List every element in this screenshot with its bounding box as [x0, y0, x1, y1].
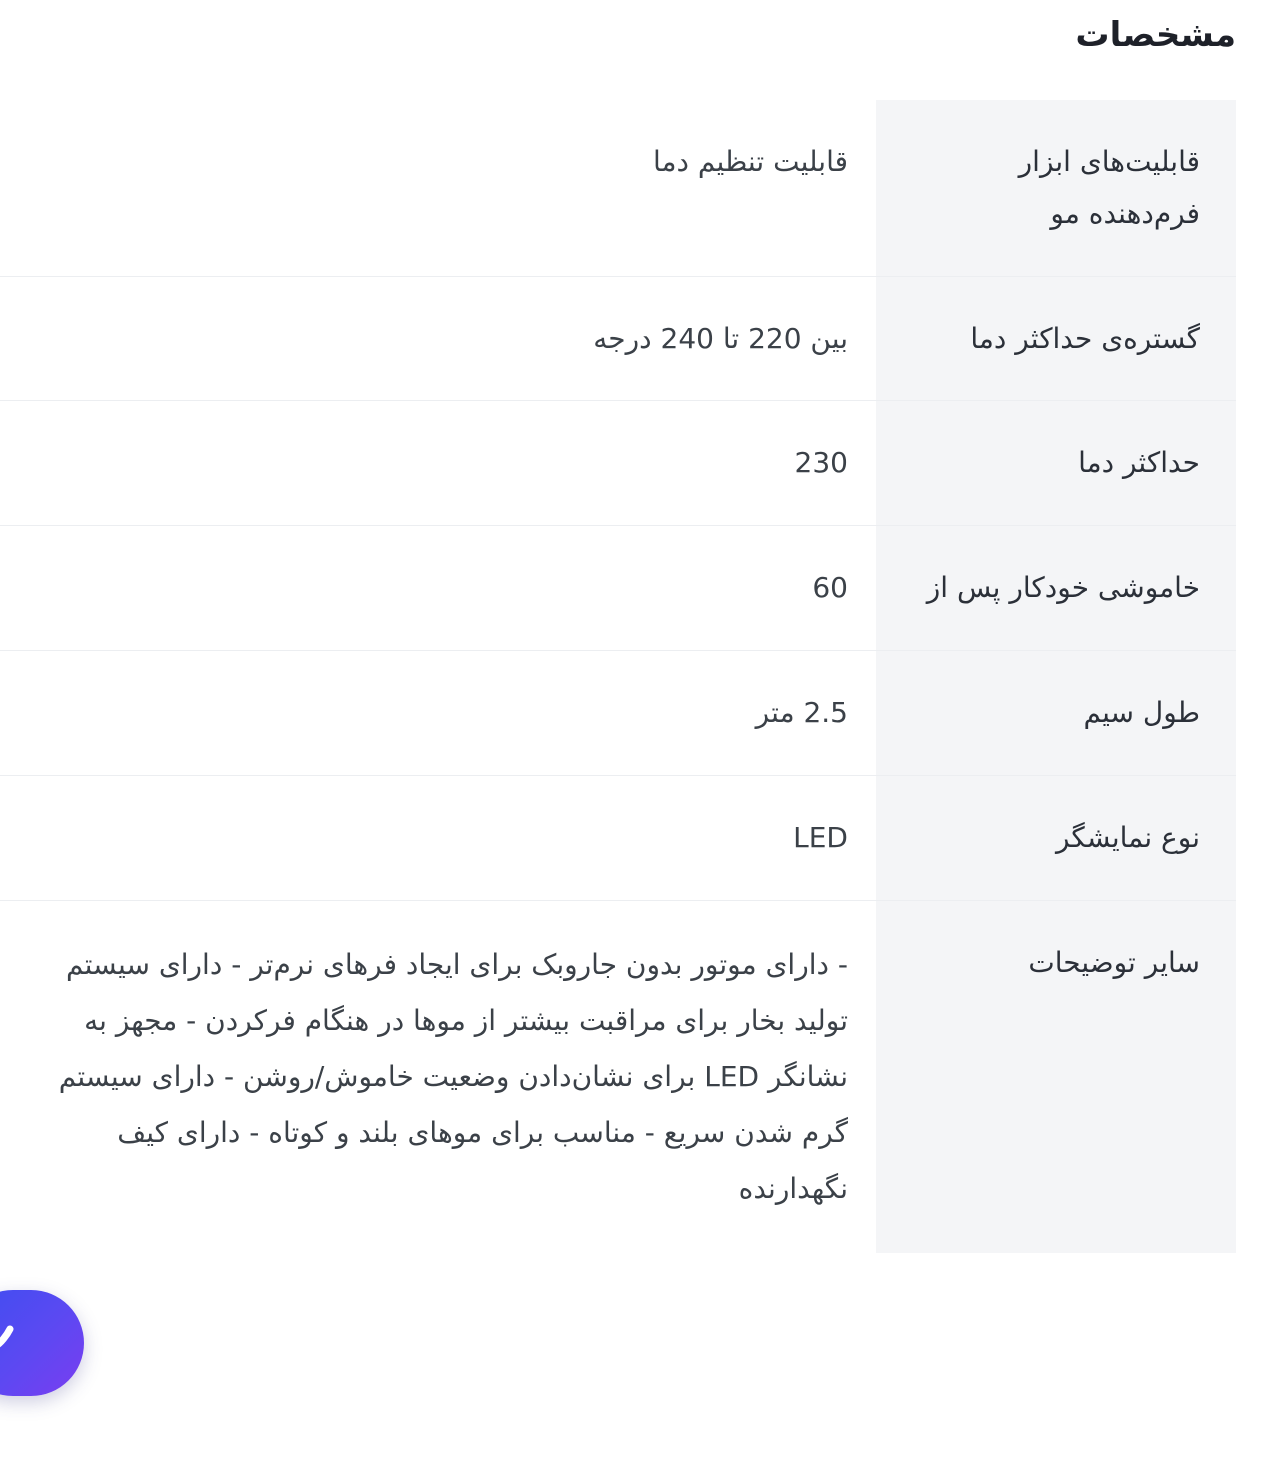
table-row — [0, 775, 1236, 900]
table-row — [0, 900, 1236, 1253]
table-row — [0, 100, 1236, 276]
table-row — [0, 276, 1236, 401]
specifications-table — [0, 100, 1236, 1253]
spec-key: طول سیم — [876, 650, 1236, 775]
spec-key: حداکثر دما — [876, 401, 1236, 526]
table-row — [0, 526, 1236, 651]
spec-value: LED — [793, 820, 848, 854]
spec-value: بین 220 تا 240 درجه — [593, 321, 848, 355]
spec-key: سایر توضیحات — [876, 900, 1236, 1253]
spec-value: 2.5 متر — [755, 695, 848, 729]
page-title: مشخصات — [1075, 15, 1236, 55]
spec-value: 60 — [812, 571, 848, 605]
spec-key: نوع نمایشگر — [876, 775, 1236, 900]
spec-key: خاموشی خودکار پس از — [876, 526, 1236, 651]
table-row — [0, 401, 1236, 526]
table-row — [0, 650, 1236, 775]
chat-bubble-icon — [0, 1323, 14, 1363]
chat-support-button[interactable] — [0, 1290, 84, 1396]
spec-value: - دارای موتور بدون جاروبک برای ایجاد فرهای نرم‌تر - دارای سیستم تولید بخار برای مراقبت بیشتر از موها در هنگام فرکردن - مجهز به نشانگر LED برای نشان‌دادن وضعیت خاموش/روشن - دارای سیستم گرم شدن سریع - مناسب برای موهای بلند و کوتاه - دارای کیف نگهدارنده — [58, 947, 848, 1205]
spec-key: گستره‌ی حداکثر دما — [876, 276, 1236, 401]
spec-key: قابلیت‌های ابزار فرم‌دهنده مو — [876, 100, 1236, 276]
spec-value: قابلیت تنظیم دما — [652, 145, 848, 178]
spec-value: 230 — [794, 446, 848, 480]
